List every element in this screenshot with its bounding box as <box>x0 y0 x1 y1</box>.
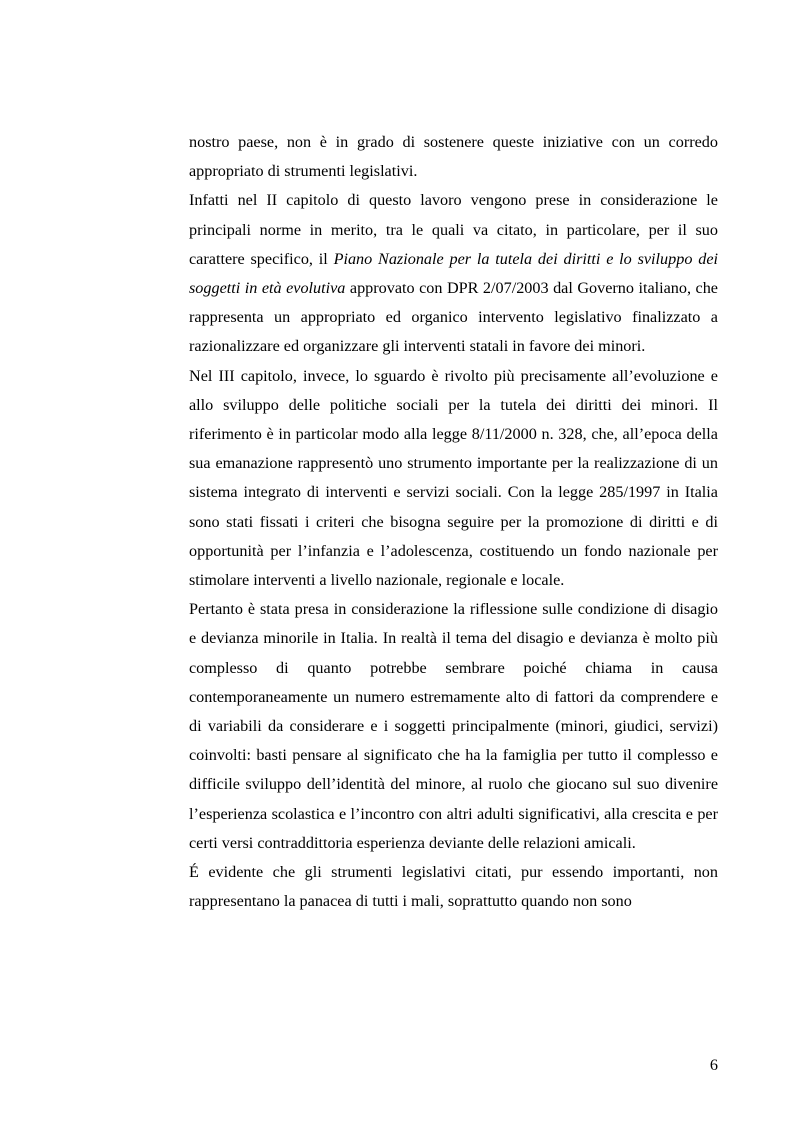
page-number: 6 <box>709 1056 718 1074</box>
paragraph-4: Pertanto è stata presa in considerazione la riflessione sulle condizione di disagio e devianza minorile in Italia. In realtà il tema del disagio e devianza è molto più complesso di quanto potrebbe sembrare poiché chiama in causa contemporaneamente un numero estremamente alto di fattori da comprendere e di variabili da considerare e i soggetti principalmente (minori, giudici, servizi) coinvolti: basti pensare al significato che ha la famiglia per tutto il complesso e difficile sviluppo dell’identità del minore, al ruolo che giocano sul suo divenire l’esperienza scolastica e l’incontro con altri adulti significativi, alla crescita e per certi versi contraddittoria esperienza deviante delle relazioni amicali. <box>189 600 718 852</box>
paragraph-2 <box>189 186 718 361</box>
paragraph-1: nostro paese, non è in grado di sostenere queste iniziative con un corredo appropriato di strumenti legislativi. <box>189 133 718 181</box>
plan-title-italic: Piano Nazionale per la tutela dei diritti e lo sviluppo dei soggetti in età evolutiva <box>189 249 718 298</box>
paragraph-3: Nel III capitolo, invece, lo sguardo è rivolto più precisamente all’evoluzione e allo sviluppo delle politiche sociali per la tutela dei diritti dei minori. Il riferimento è in particolar modo alla legge 8/11/2000 n. 328, che, all’epoca della sua emanazione rappresentò uno strumento importante per la realizzazione di un sistema integrato di interventi e servizi sociali. Con la legge 285/1997 in Italia sono stati fissati i criteri che bisogna seguire per la promozione di diritti e di opportunità per l’infanzia e l’adolescenza, costituendo un fondo nazionale per stimolare interventi a livello nazionale, regionale e locale. <box>189 366 718 590</box>
paragraph-5: É evidente che gli strumenti legislativi citati, pur essendo importanti, non rappresentano la panacea di tutti i mali, soprattutto quando non sono <box>189 863 718 911</box>
paragraph-2-end: approvato con DPR 2/07/2003 dal Governo italiano, che rappresenta un appropriato ed organico intervento legislativo finalizzato a razionalizzare ed organizzare gli interventi statali in favore dei minori. <box>189 279 718 356</box>
body-text <box>189 128 718 916</box>
paragraph-2-start: Infatti nel II capitolo di questo lavoro vengono prese in considerazione le principali norme in merito, tra le quali va citato, in particolare, per il suo carattere specifico, il <box>189 191 718 268</box>
